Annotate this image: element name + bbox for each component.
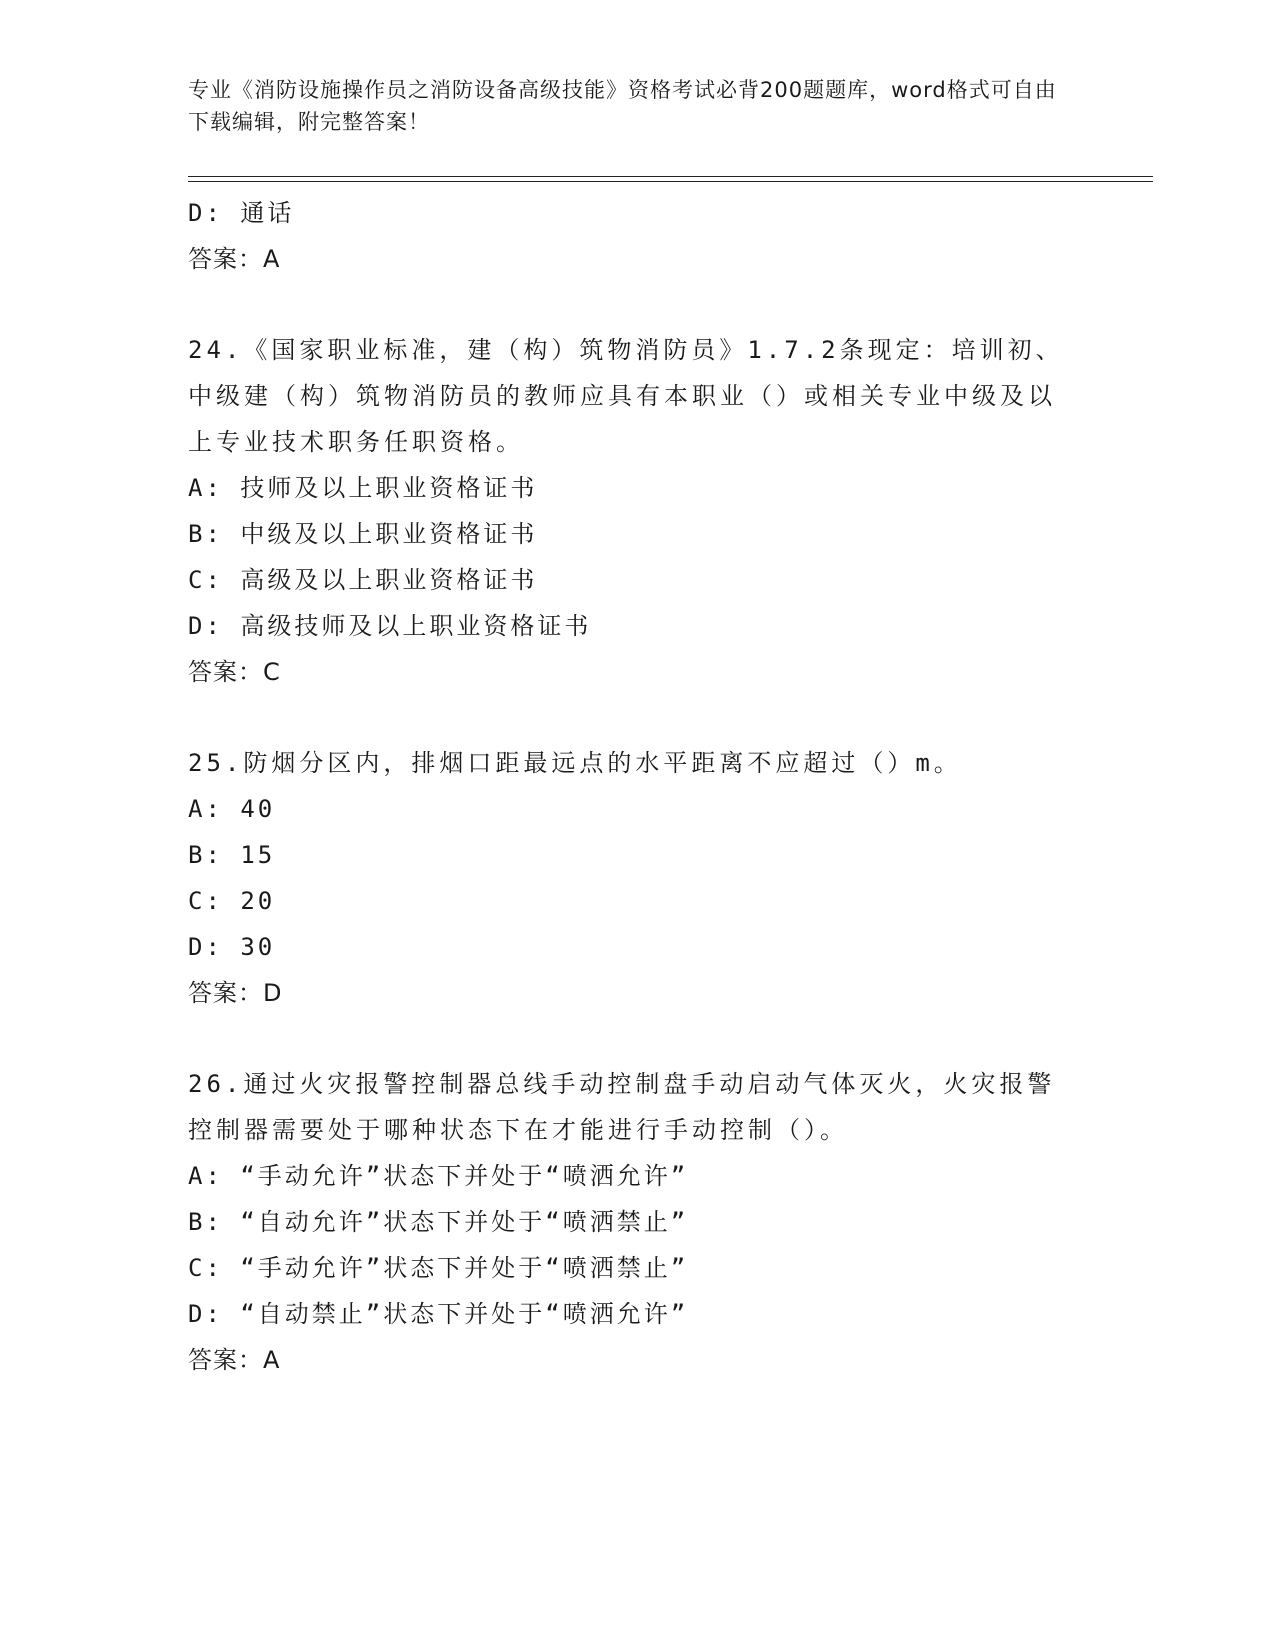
question-text: 24.《国家职业标准，建（构）筑物消防员》1.7.2条现定：培训初、中级建（构）筑物消防员的教师应具有本职业（）或相关专业中级及以上专业技术职务任职资格。 [188, 336, 1064, 456]
option-a: A: “手动允许”状态下并处于“喷洒允许” [188, 1162, 689, 1190]
header-divider-bottom [188, 181, 1153, 182]
question-text: 25.防烟分区内，排烟口距最远点的水平距离不应超过（）m。 [188, 749, 962, 777]
option-c: C: 高级及以上职业资格证书 [188, 566, 538, 594]
question-content [188, 190, 1088, 1383]
question-24 [188, 327, 1068, 695]
answer: 答案：A [188, 1346, 281, 1374]
spacer [188, 695, 1088, 740]
option-a: A: 技师及以上职业资格证书 [188, 474, 538, 502]
option-d: D: “自动禁止”状态下并处于“喷洒允许” [188, 1300, 689, 1328]
carryover-answer: 答案：A [188, 245, 281, 273]
option-b: B: 15 [188, 841, 276, 869]
option-d: D: 高级技师及以上职业资格证书 [188, 612, 592, 640]
option-c: C: 20 [188, 887, 276, 915]
question-26 [188, 1061, 1068, 1383]
option-a: A: 40 [188, 795, 276, 823]
document-header: 专业《消防设施操作员之消防设备高级技能》资格考试必背200题题库，word格式可自由下载编辑，附完整答案！ [188, 78, 1057, 134]
carryover-option-d: D: 通话 [188, 199, 295, 227]
question-text: 26.通过火灾报警控制器总线手动控制盘手动启动气体灭火，火灾报警控制器需要处于哪种状态下在才能进行手动控制（）。 [188, 1070, 1056, 1144]
option-c: C: “手动允许”状态下并处于“喷洒禁止” [188, 1254, 689, 1282]
option-b: B: “自动允许”状态下并处于“喷洒禁止” [188, 1208, 689, 1236]
answer: 答案：D [188, 979, 283, 1007]
header-divider-top [188, 176, 1153, 177]
question-25 [188, 740, 1068, 1016]
spacer [188, 282, 1088, 327]
answer: 答案：C [188, 658, 281, 686]
spacer [188, 1016, 1088, 1061]
option-b: B: 中级及以上职业资格证书 [188, 520, 538, 548]
option-d: D: 30 [188, 933, 276, 961]
